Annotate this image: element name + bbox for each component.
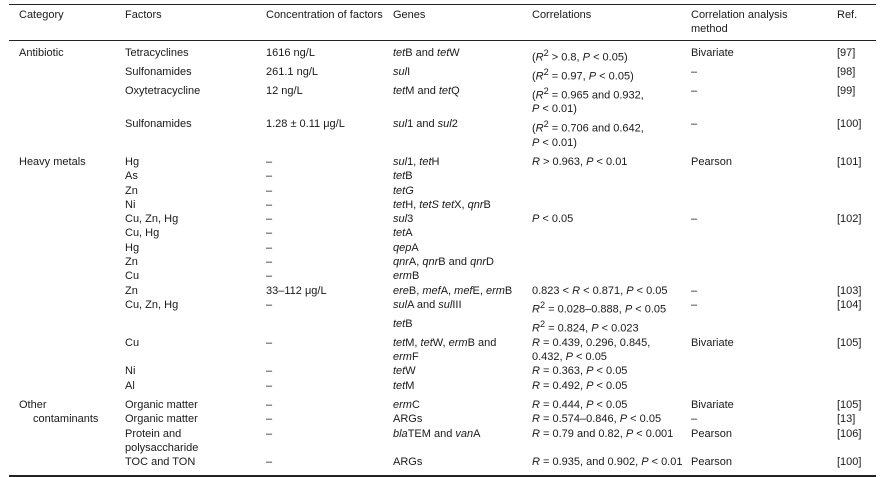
cell-correlation xyxy=(522,269,681,283)
cell-factor: Protein and polysaccharide xyxy=(125,427,199,454)
cell-ref xyxy=(827,169,876,183)
table-row xyxy=(9,393,876,412)
cell-correlation: 0.823 < R < 0.871, P < 0.05 xyxy=(532,284,668,297)
cell-genes: sul3 xyxy=(393,213,414,226)
header-concentration: Concentration of factors xyxy=(256,5,383,41)
cell-ref xyxy=(827,269,876,283)
table-row xyxy=(9,84,876,117)
cell-category xyxy=(9,184,115,198)
cell-category xyxy=(9,65,115,84)
cell-ref: [101] xyxy=(837,156,862,168)
cell-category xyxy=(9,255,115,269)
cell-factor: Ni xyxy=(125,198,136,211)
cell-ref: [98] xyxy=(837,65,856,78)
table-row xyxy=(9,241,876,255)
cell-category xyxy=(9,427,115,456)
cell-correlation: R = 0.574–0.846, P < 0.05 xyxy=(532,413,662,426)
cell-correlation: R = 0.444, P < 0.05 xyxy=(532,399,628,412)
cell-genes: sulA and sulIII xyxy=(393,298,462,311)
cell-category: Antibiotic xyxy=(19,46,64,59)
cell-factor: Cu xyxy=(125,336,140,349)
cell-method xyxy=(681,269,827,283)
cell-correlation: R = 0.439, 0.296, 0.845, 0.432, P < 0.05 xyxy=(532,336,651,364)
cell-concentration: – xyxy=(266,413,273,426)
cell-concentration: – xyxy=(266,298,273,311)
header-correlations: Correlations xyxy=(522,5,681,41)
cell-correlation: R = 0.363, P < 0.05 xyxy=(532,365,628,378)
cell-genes: qepA xyxy=(393,241,419,254)
cell-genes: tetB xyxy=(393,170,413,183)
cell-factor: Al xyxy=(125,379,135,392)
cell-ref: [99] xyxy=(837,84,856,97)
cell-concentration: – xyxy=(266,399,273,412)
cell-category xyxy=(9,198,115,212)
cell-genes: ermB xyxy=(393,270,420,283)
cell-category xyxy=(9,364,115,378)
cell-ref: [100] xyxy=(827,455,876,475)
cell-genes: qnrA, qnrB and qnrD xyxy=(393,256,494,269)
cell-factor: Cu, Zn, Hg xyxy=(125,298,179,311)
cell-genes: tetW xyxy=(393,365,416,378)
cell-ref: [104] xyxy=(837,298,862,311)
cell-method: Pearson xyxy=(681,455,827,475)
cell-method: – xyxy=(691,284,698,297)
cell-concentration: – xyxy=(266,184,273,197)
cell-correlation: ($R^2 > 0.8$, P < 0.05) xyxy=(532,47,628,64)
cell-factor: Organic matter xyxy=(125,413,198,426)
cell-method: Pearson xyxy=(691,156,732,168)
table-row xyxy=(9,379,876,393)
table-row xyxy=(9,284,876,298)
cell-correlation: ($R^2 = 0.965$ and 0.932, P < 0.01) xyxy=(532,85,644,116)
cell-method: – xyxy=(691,213,698,226)
cell-genes: ereB, mefA, mefE, ermB xyxy=(393,284,513,297)
table-row xyxy=(9,317,876,336)
cell-method xyxy=(681,184,827,198)
cell-method: – xyxy=(691,117,698,130)
cell-category: Heavy metals xyxy=(19,156,86,168)
cell-factor: Zn xyxy=(125,184,138,197)
cell-factor: Oxytetracycline xyxy=(125,84,201,97)
header-method: Correlation analysis method xyxy=(681,5,827,41)
cell-ref: [105] xyxy=(837,399,862,412)
cell-method xyxy=(681,226,827,240)
cell-ref: [105] xyxy=(837,336,862,349)
cell-genes: tetM and tetQ xyxy=(393,84,460,97)
cell-method: Bivariate xyxy=(691,399,734,412)
cell-ref xyxy=(827,364,876,378)
cell-method xyxy=(681,169,827,183)
cell-method xyxy=(681,255,827,269)
header-ref: Ref. xyxy=(827,5,876,41)
cell-correlation: $R^2 = 0.028-0.888$, P < 0.05 xyxy=(532,299,667,316)
data-table xyxy=(9,4,876,477)
cell-correlation xyxy=(522,184,681,198)
cell-factor: TOC and TON xyxy=(115,455,256,475)
cell-concentration: – xyxy=(266,256,273,269)
cell-concentration: – xyxy=(266,336,273,349)
cell-method xyxy=(681,379,827,393)
cell-category: Other xyxy=(19,399,47,412)
cell-method xyxy=(681,241,827,255)
cell-concentration: – xyxy=(266,170,273,183)
cell-method xyxy=(681,364,827,378)
cell-concentration: – xyxy=(266,241,273,254)
cell-correlation xyxy=(522,255,681,269)
cell-correlation xyxy=(522,198,681,212)
cell-category xyxy=(9,212,115,226)
cell-category xyxy=(9,169,115,183)
cell-factor: Zn xyxy=(125,256,138,269)
cell-factor: Sulfonamides xyxy=(125,65,192,78)
table-row xyxy=(9,212,876,226)
cell-correlation: $R^2 = 0.824$, P < 0.023 xyxy=(532,318,639,335)
cell-category xyxy=(9,241,115,255)
cell-genes: ARGs xyxy=(393,413,423,426)
cell-category xyxy=(9,379,115,393)
table-row xyxy=(9,269,876,283)
cell-ref xyxy=(827,317,876,336)
cell-ref: [97] xyxy=(837,46,856,59)
cell-correlation xyxy=(522,169,681,183)
header-category: Category xyxy=(9,5,115,41)
cell-ref: [13] xyxy=(837,413,856,426)
cell-genes: tetM xyxy=(393,379,415,392)
cell-method: – xyxy=(691,65,698,78)
cell-genes: ermC xyxy=(393,399,420,412)
cell-method: Pearson xyxy=(691,427,732,440)
cell-ref xyxy=(827,241,876,255)
cell-category xyxy=(9,84,115,117)
table-row xyxy=(9,198,876,212)
cell-concentration: – xyxy=(266,227,273,240)
cell-concentration: – xyxy=(266,213,273,226)
cell-ref xyxy=(827,379,876,393)
cell-concentration: – xyxy=(266,270,273,283)
cell-concentration: – xyxy=(266,427,273,440)
cell-method xyxy=(681,317,827,336)
cell-factor: Zn xyxy=(125,284,138,297)
cell-method: – xyxy=(691,413,698,426)
cell-correlation: R > 0.963, P < 0.01 xyxy=(532,156,628,168)
cell-ref: [106] xyxy=(837,427,862,440)
cell-genes: sul1 and sul2 xyxy=(393,117,458,130)
cell-category: contaminants xyxy=(33,413,99,426)
table-row xyxy=(9,150,876,169)
table-row xyxy=(9,169,876,183)
cell-genes: tetA xyxy=(393,227,413,240)
cell-ref xyxy=(827,255,876,269)
cell-category xyxy=(9,117,115,150)
table-row xyxy=(9,412,876,426)
table-row xyxy=(9,427,876,456)
cell-category xyxy=(9,336,115,365)
cell-genes: blaTEM and vanA xyxy=(393,427,481,440)
cell-concentration: – xyxy=(266,156,273,168)
table-row xyxy=(9,364,876,378)
cell-factor: As xyxy=(125,170,138,183)
cell-correlation: R = 0.935, and 0.902, P < 0.01 xyxy=(522,455,681,475)
cell-category xyxy=(9,298,115,317)
table-row xyxy=(9,226,876,240)
cell-genes: sulI xyxy=(393,65,411,78)
cell-correlation xyxy=(522,226,681,240)
cell-genes: tetH, tetS tetX, qnrB xyxy=(393,198,491,211)
cell-factor: Cu, Zn, Hg xyxy=(125,213,179,226)
cell-category xyxy=(9,226,115,240)
header-factors: Factors xyxy=(115,5,256,41)
cell-genes: tetB and tetW xyxy=(393,46,460,59)
cell-method: Bivariate xyxy=(691,46,734,59)
cell-factor: Cu, Hg xyxy=(125,227,160,240)
table-row xyxy=(9,65,876,84)
cell-category xyxy=(9,269,115,283)
table-row xyxy=(9,455,876,475)
cell-factor xyxy=(115,317,256,336)
cell-ref: [103] xyxy=(837,284,862,297)
table-row xyxy=(9,184,876,198)
cell-factor: Tetracyclines xyxy=(125,46,189,59)
cell-correlation: R = 0.79 and 0.82, P < 0.001 xyxy=(532,427,674,440)
cell-category xyxy=(9,284,115,298)
cell-category xyxy=(9,455,115,475)
cell-genes: tetG xyxy=(393,184,414,197)
cell-concentration: 33–112 μg/L xyxy=(266,284,327,297)
cell-factor: Hg xyxy=(125,156,140,168)
cell-ref xyxy=(827,184,876,198)
cell-concentration: – xyxy=(266,379,273,392)
header-genes: Genes xyxy=(383,5,522,41)
table-header xyxy=(9,5,876,41)
cell-correlation: ($R^2 = 0.97$, P < 0.05) xyxy=(532,66,634,83)
cell-ref: [100] xyxy=(837,117,862,130)
cell-method xyxy=(681,198,827,212)
cell-concentration: – xyxy=(266,365,273,378)
cell-genes: tetB xyxy=(393,317,413,330)
cell-correlation: P < 0.05 xyxy=(532,213,574,226)
cell-factor: Cu xyxy=(125,270,140,283)
cell-ref: [102] xyxy=(837,213,862,226)
cell-factor: Organic matter xyxy=(125,399,198,412)
cell-genes: sul1, tetH xyxy=(393,156,440,168)
cell-correlation: R = 0.492, P < 0.05 xyxy=(532,379,628,392)
table-row xyxy=(9,336,876,365)
table-row xyxy=(9,40,876,64)
table-body xyxy=(9,40,876,475)
cell-concentration: 1.28 ± 0.11 μg/L xyxy=(266,117,345,130)
cell-concentration: – xyxy=(256,455,383,475)
cell-factor: Sulfonamides xyxy=(125,117,192,130)
cell-concentration xyxy=(256,317,383,336)
cell-genes: tetM, tetW, ermB and ermF xyxy=(393,336,497,364)
cell-correlation xyxy=(522,241,681,255)
cell-concentration: – xyxy=(266,198,273,211)
cell-correlation: ($R^2 = 0.706$ and 0.642, P < 0.01) xyxy=(532,118,644,149)
table-row xyxy=(9,298,876,317)
cell-method: – xyxy=(691,84,698,97)
cell-category xyxy=(9,317,115,336)
cell-genes: ARGs xyxy=(383,455,522,475)
cell-concentration: 261.1 ng/L xyxy=(266,65,318,78)
cell-concentration: 1616 ng/L xyxy=(266,46,315,59)
cell-ref xyxy=(827,226,876,240)
cell-ref xyxy=(827,198,876,212)
table-row xyxy=(9,255,876,269)
cell-factor: Hg xyxy=(125,241,140,254)
cell-factor: Ni xyxy=(125,365,136,378)
cell-method: – xyxy=(691,298,698,311)
cell-method: Bivariate xyxy=(691,336,734,349)
table-row xyxy=(9,117,876,150)
cell-concentration: 12 ng/L xyxy=(266,84,303,97)
